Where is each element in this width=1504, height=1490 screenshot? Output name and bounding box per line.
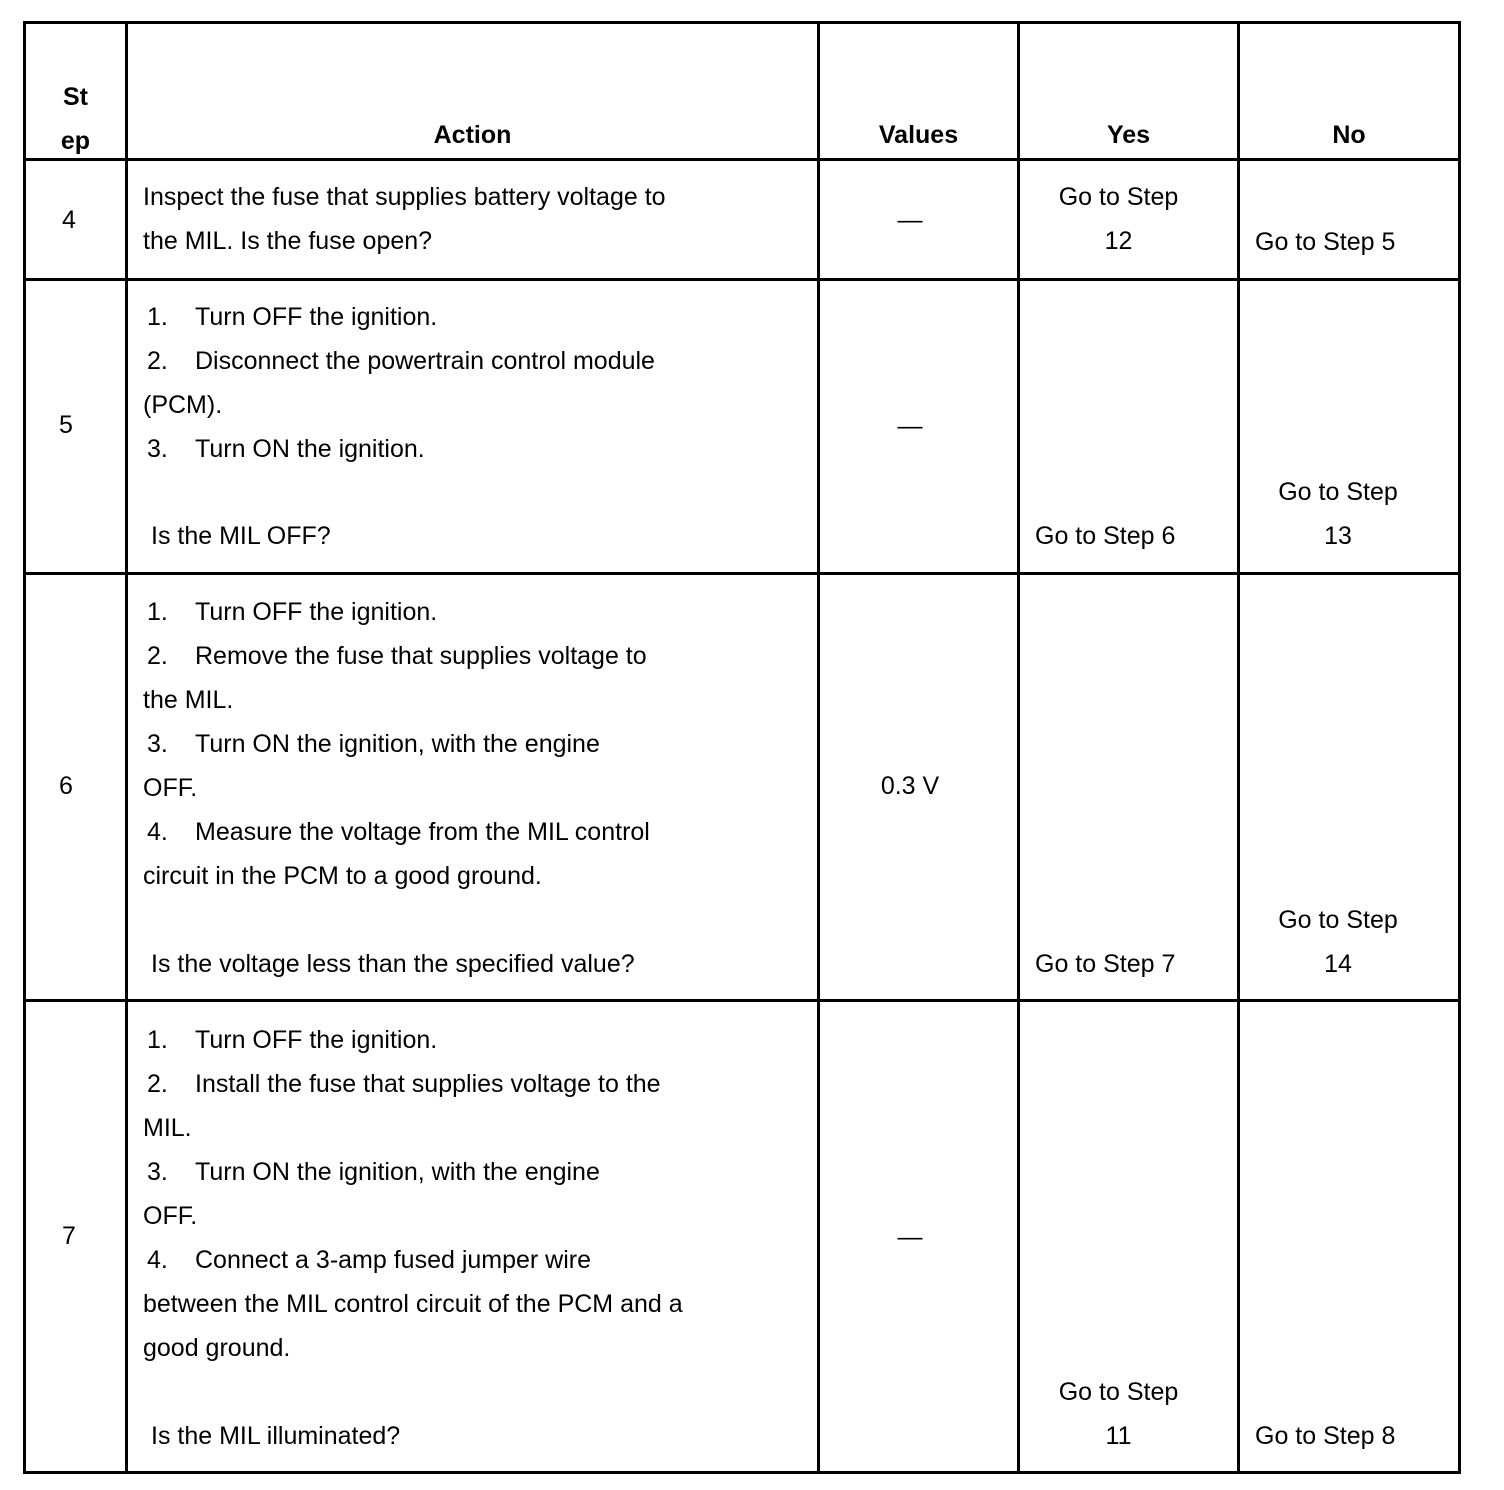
row-divider <box>23 158 1461 161</box>
list-item: 3. Turn ON the ignition. <box>147 435 425 463</box>
table-border-top <box>23 21 1461 24</box>
no-cell: Go to Step 8 <box>1255 1422 1396 1450</box>
header-no: No <box>1332 121 1366 149</box>
yes-cell: Go to Step 12 <box>1058 183 1179 255</box>
list-item: 2. Disconnect the powertrain control module <box>147 347 655 375</box>
action-text: Inspect the fuse that supplies battery voltage to the MIL. Is the fuse open? <box>143 183 666 255</box>
action-list: 1. Turn OFF the ignition. 2. Disconnect the powertrain control module (PCM). 3. Turn ON the ignition. <box>143 295 655 471</box>
no-cell: Go to Step 5 <box>1255 228 1396 256</box>
step-number: 4 <box>62 206 76 234</box>
header-step: St ep <box>60 83 91 155</box>
list-item: 1. Turn OFF the ignition. <box>147 1026 438 1054</box>
table-border-bottom <box>23 1471 1461 1474</box>
list-item: 1. Turn OFF the ignition. <box>147 303 438 331</box>
no-cell: Go to Step 13 <box>1278 478 1398 550</box>
table-border-right <box>1458 21 1461 1474</box>
value-cell: — <box>897 412 923 440</box>
step-number: 5 <box>59 411 73 439</box>
column-divider <box>1237 21 1240 1474</box>
row-divider <box>23 999 1461 1002</box>
question-text: Is the MIL illuminated? <box>151 1422 401 1450</box>
list-item: 4. Measure the voltage from the MIL control <box>147 818 650 846</box>
list-item: 3. Turn ON the ignition, with the engine <box>147 1158 600 1186</box>
action-list: 1. Turn OFF the ignition. 2. Remove the fuse that supplies voltage to the MIL. 3. Turn ON the ignition, with the engine OFF. 4. Measure the voltage from the MIL control circuit in the PCM to a good ground. <box>143 590 650 898</box>
action-list: 1. Turn OFF the ignition. 2. Install the fuse that supplies voltage to the MIL. 3. Turn ON the ignition, with the engine OFF. 4. Connect a 3-amp fused jumper wire between the MIL control circuit of the PCM and a good ground. <box>143 1018 683 1370</box>
step-number: 7 <box>62 1222 76 1250</box>
value-cell: — <box>897 206 923 234</box>
step-number: 6 <box>59 772 73 800</box>
yes-cell: Go to Step 7 <box>1035 950 1176 978</box>
yes-cell: Go to Step 11 <box>1058 1378 1179 1450</box>
header-values: Values <box>878 121 959 149</box>
yes-cell: Go to Step 6 <box>1035 522 1176 550</box>
value-cell: — <box>897 1223 923 1251</box>
question-text: Is the voltage less than the specified value? <box>151 950 635 978</box>
list-item: 1. Turn OFF the ignition. <box>147 598 438 626</box>
row-divider <box>23 278 1461 281</box>
column-divider <box>125 21 128 1474</box>
value-cell: 0.3 V <box>880 772 940 800</box>
no-cell: Go to Step 14 <box>1278 906 1398 978</box>
list-item: 2. Remove the fuse that supplies voltage to <box>147 642 647 670</box>
list-item: 2. Install the fuse that supplies voltage to the <box>147 1070 661 1098</box>
list-item: 3. Turn ON the ignition, with the engine <box>147 730 600 758</box>
header-yes: Yes <box>1106 121 1151 149</box>
row-divider <box>23 572 1461 575</box>
diagnostic-table <box>23 21 1461 1474</box>
list-item: 4. Connect a 3-amp fused jumper wire <box>147 1246 592 1274</box>
question-text: Is the MIL OFF? <box>151 522 331 550</box>
header-action: Action <box>433 121 512 149</box>
